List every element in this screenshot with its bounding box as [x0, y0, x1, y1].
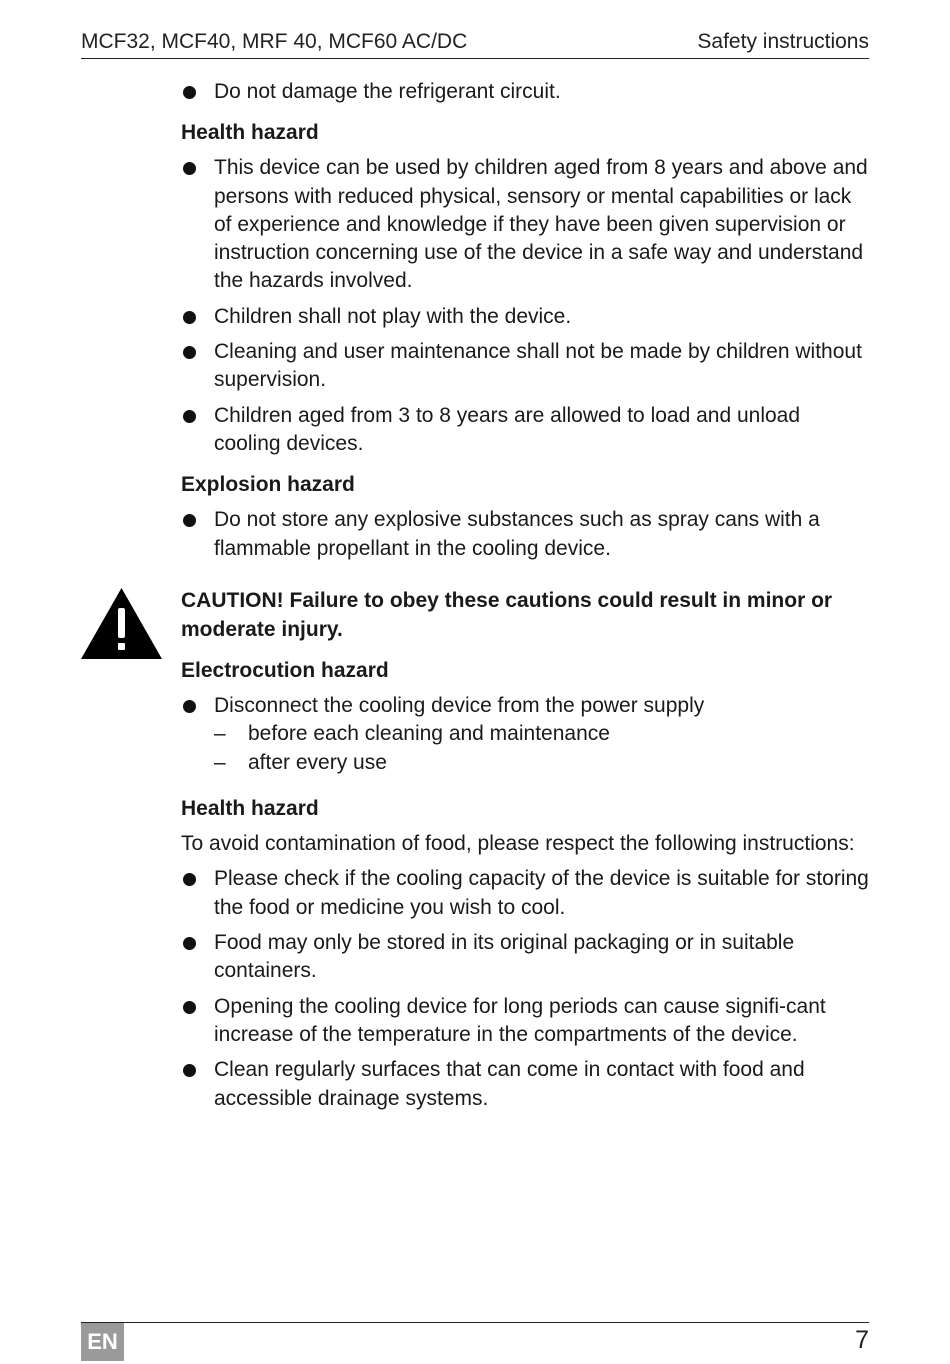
- sub-item-text: after every use: [248, 750, 387, 774]
- section-heading-explosion: Explosion hazard: [181, 473, 355, 497]
- list-item: [181, 865, 869, 922]
- bullet-icon: [183, 937, 196, 950]
- list-item: [181, 303, 869, 331]
- bullet-text: Disconnect the cooling device from the power supply: [214, 693, 705, 717]
- list-item: [181, 1056, 869, 1113]
- bullet-icon: [183, 514, 196, 527]
- bullet-icon: [183, 873, 196, 886]
- bullet-text: Children shall not play with the device.: [214, 304, 572, 328]
- page-header: [81, 28, 869, 59]
- list-item: [181, 506, 869, 563]
- page-number: 7: [855, 1326, 869, 1354]
- list-item: [181, 154, 869, 295]
- section-intro: To avoid contamination of food, please respect the following instructions:: [181, 832, 855, 856]
- sub-item-text: before each cleaning and maintenance: [248, 722, 610, 746]
- list-item: [181, 338, 869, 395]
- header-section: Safety instructions: [697, 30, 869, 53]
- sub-list-item: [214, 720, 869, 749]
- page-content: [181, 78, 869, 1120]
- bullet-text: Children aged from 3 to 8 years are allowed to load and unload cooling devices.: [214, 403, 801, 455]
- language-badge: EN: [81, 1323, 124, 1361]
- list-item: [181, 929, 869, 986]
- dash-marker: –: [214, 750, 226, 774]
- dash-marker: –: [214, 722, 226, 746]
- list-item: [181, 993, 869, 1050]
- bullet-icon: [183, 1001, 196, 1014]
- bullet-icon: [183, 162, 196, 175]
- bullet-text: Do not store any explosive substances such as spray cans with a flammable propellant in the cooling device.: [214, 508, 820, 560]
- sub-list: [214, 720, 869, 777]
- bullet-text: This device can be used by children aged from 8 years and above and persons with reduced physical, sensory or mental capabilities or lack of experience and knowledge if they have been given supervision or instruction concerning use of the device in a safe way and understand the hazards involved.: [214, 156, 868, 293]
- section-heading-health: Health hazard: [181, 121, 319, 145]
- bullet-icon: [183, 410, 196, 423]
- bullet-icon: [183, 311, 196, 324]
- section-heading-electrocution: Electrocution hazard: [181, 658, 389, 682]
- bullet-text: Opening the cooling device for long periods can cause signifi-cant increase of the temperature in the compartments of the device.: [214, 994, 826, 1046]
- bullet-text: Clean regularly surfaces that can come in contact with food and accessible drainage systems.: [214, 1058, 805, 1110]
- bullet-icon: [183, 86, 196, 99]
- bullet-icon: [183, 700, 196, 713]
- list-item: [181, 692, 869, 777]
- header-models: MCF32, MCF40, MRF 40, MCF60 AC/DC: [81, 30, 468, 53]
- bullet-text: Do not damage the refrigerant circuit.: [214, 80, 561, 103]
- bullet-icon: [183, 346, 196, 359]
- bullet-text: Cleaning and user maintenance shall not be made by children without supervision.: [214, 340, 862, 392]
- bullet-text: Please check if the cooling capacity of the device is suitable for storing the food or medicine you wish to cool.: [214, 867, 869, 919]
- footer-divider: [81, 1322, 869, 1323]
- sub-list-item: [214, 749, 869, 778]
- warning-triangle-icon: [81, 588, 162, 659]
- list-item: [181, 78, 869, 106]
- bullet-icon: [183, 1064, 196, 1077]
- section-heading-health: Health hazard: [181, 797, 319, 821]
- caution-notice: CAUTION! Failure to obey these cautions could result in minor or moderate injury.: [181, 588, 833, 641]
- list-item: [181, 402, 869, 459]
- bullet-text: Food may only be stored in its original packaging or in suitable containers.: [214, 931, 795, 983]
